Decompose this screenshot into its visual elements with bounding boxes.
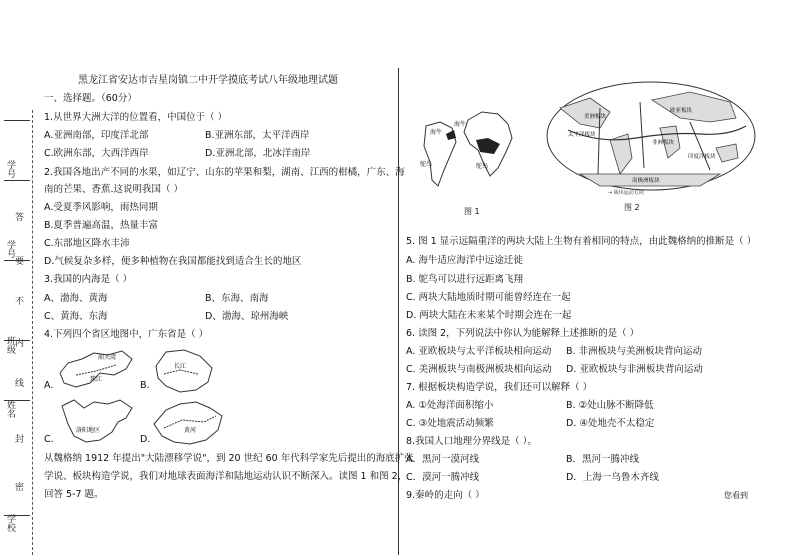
side-label: 线	[13, 378, 23, 387]
fig2-label: 欧亚板块	[670, 108, 693, 114]
option: D.	[140, 434, 151, 445]
map-c	[56, 396, 138, 448]
question-1: 1.从世界大洲大洋的位置看，中国位于（ ）	[44, 112, 228, 123]
side-label: 学校	[5, 514, 15, 532]
fig1-caption: 图 1	[464, 207, 480, 216]
option: B. 非洲板块与美洲板块背向运动	[566, 346, 703, 357]
side-label: 学号	[5, 240, 15, 258]
option: B. ②处山脉不断降低	[566, 400, 654, 411]
question-8: 8.我国人口地理分界线是（ ）。	[406, 436, 537, 447]
option: C. 美洲板块与南极洲板块相向运动	[406, 364, 552, 375]
option: D、渤海、琼州海峡	[205, 311, 289, 322]
fig1-label: 海牛	[430, 129, 443, 136]
side-label: 内	[13, 338, 23, 347]
fig1-label: 鸵鸟	[476, 163, 489, 170]
side-label: 姓名	[5, 400, 15, 418]
passage: 从魏格纳 1912 年提出"大陆漂移学说"，到 20 世纪 60 年代科学家先后提出的海底扩张	[44, 453, 414, 464]
option: D. ④处地壳不太稳定	[566, 418, 655, 429]
option: C.欧洲东部，大西洋西岸	[44, 148, 149, 159]
question-9: 9.秦岭的走向（ ）	[406, 490, 485, 501]
fig2-label: 南极洲板块	[632, 178, 660, 184]
map-a	[56, 345, 136, 393]
question-2-cont: 南的芒果、香蕉.这说明我国（ ）	[44, 184, 184, 195]
passage: 回答 5-7 题。	[44, 489, 104, 500]
option: B．黑河一腾冲线	[566, 454, 640, 465]
side-label: 答	[13, 212, 23, 221]
option: C.	[44, 434, 54, 445]
option: D.气候复杂多样，便多种植物在我国都能找到适合生长的地区	[44, 256, 302, 267]
blank-line	[4, 340, 30, 341]
side-label: 班级	[5, 336, 15, 354]
fig2-label: 非洲板块	[652, 140, 675, 146]
side-label: 不	[13, 296, 23, 305]
option: A. 亚欧板块与太平洋板块相向运动	[406, 346, 552, 357]
fig2-label: 印度洋板块	[688, 154, 716, 160]
figure-2	[540, 78, 762, 200]
side-label: 学号	[5, 160, 15, 178]
question-3: 3.我国的内海是（ ）	[44, 274, 133, 285]
blank-line	[4, 515, 30, 516]
option: A. 海牛适应海洋中远途迁徙	[406, 255, 523, 266]
option: C、黄海、东海	[44, 311, 108, 322]
option: B.	[140, 380, 150, 391]
option: D. 两块大陆在未来某个时期会连在一起	[406, 310, 572, 321]
map-label: 韶关湾	[98, 354, 117, 361]
option: B. 鸵鸟可以进行远距离飞翔	[406, 274, 524, 285]
fig2-legend: → 板块运动方向	[608, 190, 644, 196]
figure-1	[416, 98, 528, 198]
option: C. 两块大陆地质时期可能曾经连在一起	[406, 292, 571, 303]
section-heading: 一、选择题。（60分）	[44, 93, 137, 104]
fig2-caption: 图 2	[624, 203, 640, 212]
binding-margin	[4, 90, 34, 555]
question-2: 2.我国各地出产不同的水果，如辽宁、山东的苹果和梨，湖南、江西的柑橘，广东、海	[44, 167, 405, 178]
option: A、渤海、黄海	[44, 293, 108, 304]
option: C.东部地区降水丰沛	[44, 238, 130, 249]
binding-dashed-line	[32, 110, 33, 555]
option: A.	[44, 380, 54, 391]
side-label: 密	[13, 482, 23, 491]
map-label: 珠江	[90, 376, 103, 383]
question-7: 7. 根据板块构造学说，我们还可以解释（ ）	[406, 382, 593, 393]
option: D.亚洲北部，北冰洋南岸	[205, 148, 311, 159]
option: A.受夏季风影响，雨热同期	[44, 202, 158, 213]
side-label: 要	[13, 256, 23, 265]
question-6: 6. 读图 2，下列说法中你认为能解释上述推断的是（ ）	[406, 328, 640, 339]
map-b	[150, 346, 220, 396]
blank-line	[4, 180, 30, 181]
blank-line	[4, 400, 30, 401]
side-label: 封	[13, 434, 23, 443]
blank-line	[4, 260, 30, 261]
option: D．上海一乌鲁木齐线	[566, 472, 659, 483]
option: C. ③处地震活动频繁	[406, 418, 494, 429]
footer-note: 您看到	[724, 491, 748, 500]
fig1-label: 鸵鸟	[420, 161, 433, 168]
fig2-label: 美洲板块	[584, 114, 607, 120]
fig1-label: 海牛	[454, 121, 467, 128]
option: A．黑河一漠河线	[406, 454, 479, 465]
blank-line	[4, 120, 30, 121]
map-d	[150, 398, 228, 450]
option: C．漠河一腾冲线	[406, 472, 480, 483]
option: A. ①处海洋面积缩小	[406, 400, 494, 411]
option: B、东海、南海	[205, 293, 269, 304]
option: B.夏季普遍高温，热量丰富	[44, 220, 159, 231]
option: B.亚洲东部，太平洋西岸	[205, 130, 310, 141]
passage: 学说、板块构造学说，我们对地球表面海洋和陆地运动认识不断深入。读图 1 和图 2，	[44, 471, 408, 482]
map-label: 黄河	[184, 427, 197, 434]
map-label: 长江	[174, 363, 187, 370]
question-5: 5. 图 1 显示远隔重洋的两块大陆上生物有着相同的特点，由此魏格纳的推断是（ ）	[406, 236, 757, 247]
map-label: 洛阳地区	[76, 427, 101, 434]
question-4: 4.下列四个省区地图中，广东省是（ ）	[44, 329, 209, 340]
fig2-label: 太平洋板块	[568, 132, 596, 138]
option: D. 亚欧板块与非洲板块背向运动	[566, 364, 703, 375]
option: A.亚洲南部，印度洋北部	[44, 130, 149, 141]
page-title: 黑龙江省安达市吉星岗镇二中开学摸底考试八年级地理试题	[78, 75, 338, 86]
